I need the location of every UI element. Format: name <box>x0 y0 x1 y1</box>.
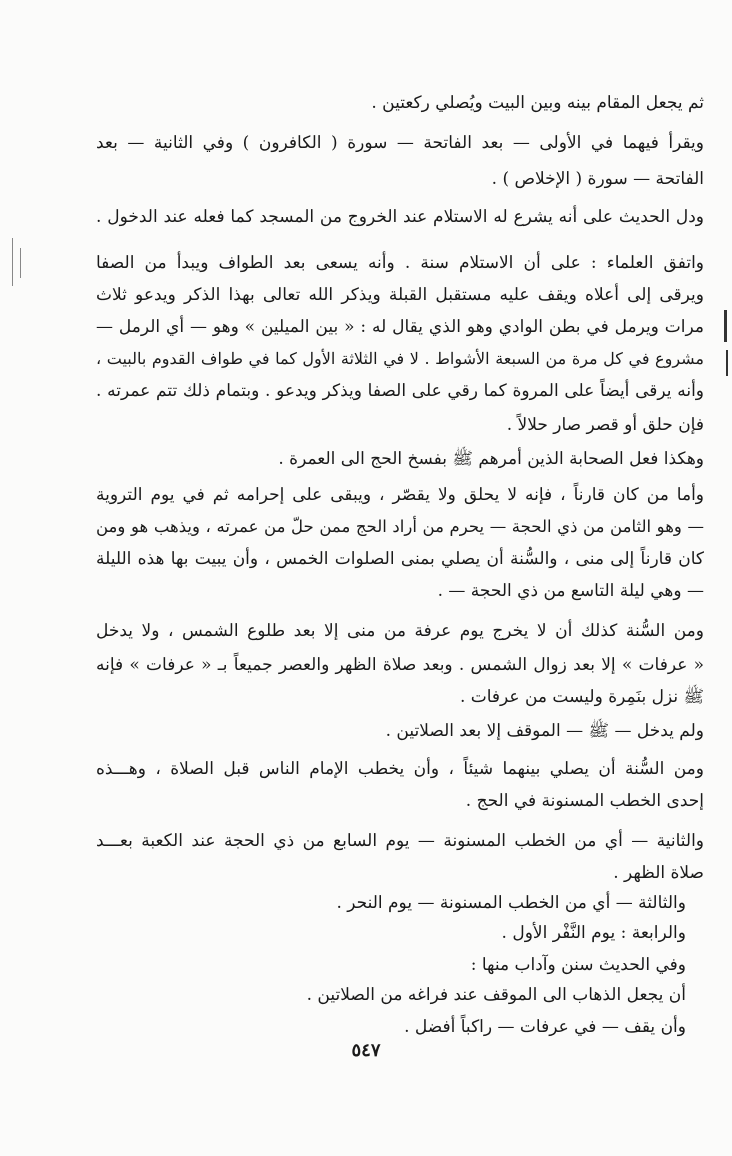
text-line: ومن السُّنة أن يصلي بينهما شيئاً ، وأن يخطب الإمام الناس قبل الصلاة ، وهـــذه <box>96 759 704 779</box>
text-line: إحدى الخطب المسنونة في الحج . <box>465 791 704 811</box>
text-line: فإن حلق أو قصر صار حلالاً . <box>506 415 704 435</box>
text-line: وفي الحديث سنن وآداب منها : <box>470 955 686 975</box>
text-line: واتفق العلماء : على أن الاستلام سنة . وأنه يسعى بعد الطواف ويبدأ من الصفا <box>96 253 704 273</box>
text-line: ولم يدخل — ﷺ — الموقف إلا بعد الصلاتين . <box>385 721 704 741</box>
text-line: ثم يجعل المقام بينه وبين البيت ويُصلي ركعتين . <box>371 93 704 113</box>
text-line: الفاتحة — سورة ( الإخلاص ) . <box>491 169 704 189</box>
text-line: ودل الحديث على أنه يشرع له الاستلام عند الخروج من المسجد كما فعله عند الدخول . <box>96 207 704 227</box>
text-line: وأنه يرقى أيضاً على المروة كما رقي على الصفا ويذكر ويدعو . وبتمام ذلك تتم عمرته . <box>96 381 704 401</box>
text-line: ومن السُّنة كذلك أن لا يخرج يوم عرفة من منى إلا بعد طلوع الشمس ، ولا يدخل <box>96 621 704 641</box>
text-line: — وهو الثامن من ذي الحجة — يحرم من أراد الحج ممن حلّ من عمرته ، ويذهب هو ومن <box>96 517 704 536</box>
text-line: ويرقى إلى أعلاه ويقف عليه مستقبل القبلة ويذكر الله تعالى بهذا الذكر ويدعو ثلاث <box>96 285 704 305</box>
text-line: وأن يقف — في عرفات — راكباً أفضل . <box>404 1017 686 1037</box>
text-line: مرات ويرمل في بطن الوادي وهو الذي يقال له : « بين الميلين » وهو — أي الرمل — <box>96 317 704 337</box>
text-line: — وهي ليلة التاسع من ذي الحجة — . <box>437 581 704 601</box>
text-line: كان قارناً إلى منى ، والسُّنة أن يصلي بمنى الصلوات الخمس ، وأن يبيت بها هذه الليلة <box>96 549 704 569</box>
text-line: والثالثة — أي من الخطب المسنونة — يوم النحر . <box>336 893 686 913</box>
text-line: وهكذا فعل الصحابة الذين أمرهم ﷺ بفسخ الحج الى العمرة . <box>278 449 704 469</box>
text-line: أن يجعل الذهاب الى الموقف عند فراغه من الصلاتين . <box>306 985 686 1005</box>
text-line: صلاة الظهر . <box>613 863 704 883</box>
text-line: ويقرأ فيهما في الأولى — بعد الفاتحة — سورة ( الكافرون ) وفي الثانية — بعد <box>96 133 704 153</box>
page-number: ٥٤٧ <box>351 1040 381 1061</box>
text-line: والثانية — أي من الخطب المسنونة — يوم السابع من ذي الحجة عند الكعبة بعـــد <box>96 831 704 851</box>
scan-artifact <box>12 238 13 286</box>
text-line: « عرفات » إلا بعد زوال الشمس . وبعد صلاة الظهر والعصر جميعاً بـ « عرفات » فإنه <box>96 655 704 675</box>
margin-mark <box>726 350 728 376</box>
margin-mark <box>724 310 727 342</box>
text-line: ﷺ نزل بنَمِرة وليست من عرفات . <box>459 687 704 707</box>
text-line: مشروع في كل مرة من السبعة الأشواط . لا في الثلاثة الأول كما في طواف القدوم بالبيت ، <box>96 349 704 368</box>
scan-artifact <box>20 248 21 278</box>
text-line: وأما من كان قارناً ، فإنه لا يحلق ولا يقصّر ، ويبقى على إحرامه ثم في يوم التروية <box>96 485 704 505</box>
text-line: والرابعة : يوم النَّفْر الأول . <box>501 923 686 943</box>
